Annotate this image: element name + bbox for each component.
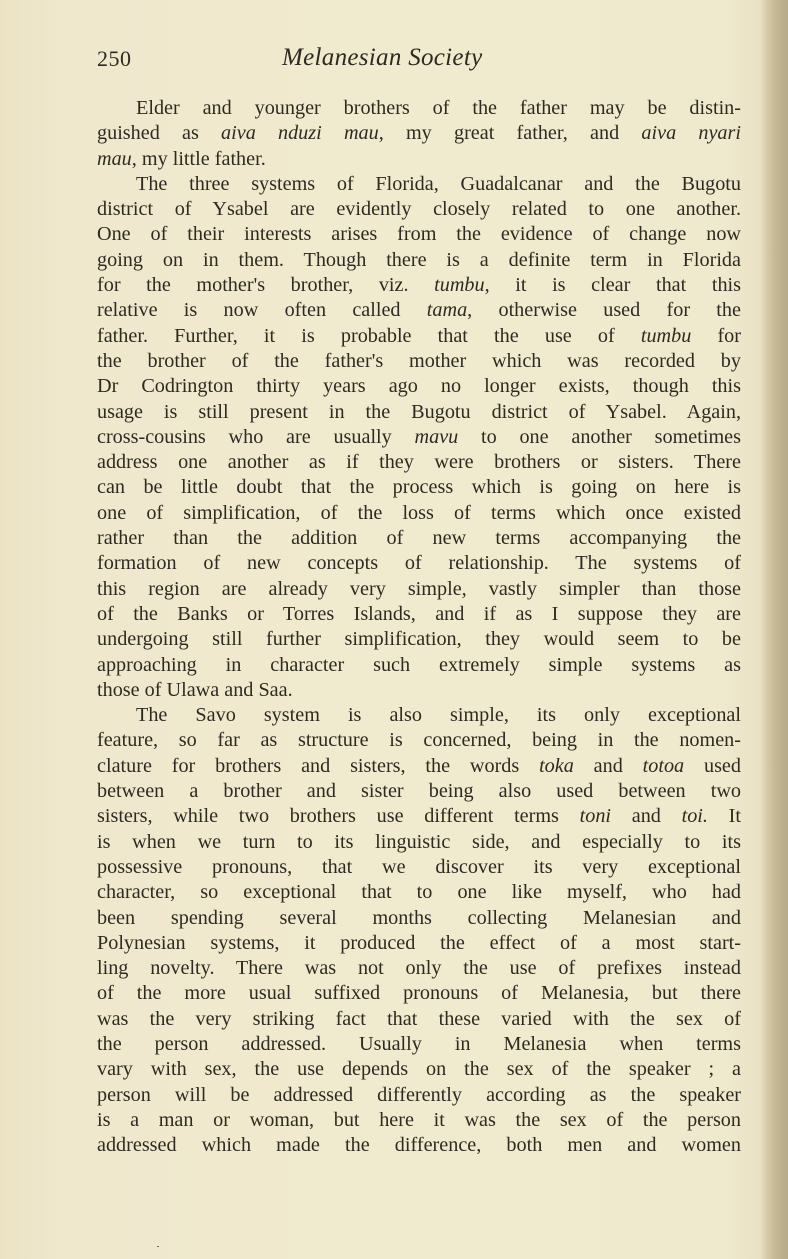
text-line bbox=[97, 931, 741, 956]
text-line bbox=[97, 147, 741, 172]
text-line bbox=[97, 526, 741, 551]
text-line bbox=[97, 804, 741, 829]
page-number: 250 bbox=[97, 46, 132, 71]
text-segment: , my great father, and bbox=[378, 122, 642, 145]
text-segment: and bbox=[611, 805, 682, 828]
text-line bbox=[97, 298, 741, 323]
text-line bbox=[97, 349, 741, 374]
body-text bbox=[97, 96, 741, 1158]
text-segment: It bbox=[707, 805, 741, 828]
text-segment: used bbox=[684, 754, 741, 777]
text-line bbox=[97, 981, 741, 1006]
text-segment: approaching in character such extremely simple systems as bbox=[97, 653, 741, 676]
text-line bbox=[97, 197, 741, 222]
text-segment: person will be addressed differently according as the speaker bbox=[97, 1083, 741, 1106]
text-segment: the person addressed. Usually in Melanesia when terms bbox=[97, 1032, 741, 1055]
text-line bbox=[97, 577, 741, 602]
text-segment: can be little doubt that the process which is going on here is bbox=[97, 476, 741, 499]
paragraph bbox=[97, 172, 741, 703]
text-line bbox=[97, 450, 741, 475]
running-title: Melanesian Society bbox=[282, 44, 483, 71]
text-line bbox=[97, 880, 741, 905]
text-segment: is when we turn to its linguistic side, and especially to its bbox=[97, 830, 741, 853]
text-segment: sisters, while two brothers use different terms bbox=[97, 805, 580, 828]
text-line bbox=[97, 248, 741, 273]
text-line bbox=[97, 222, 741, 247]
text-segment: formation of new concepts of relationship. The systems of bbox=[97, 552, 741, 575]
text-segment: is a man or woman, but here it was the sex of the person bbox=[97, 1108, 741, 1131]
text-segment: of the more usual suffixed pronouns of Melanesia, but there bbox=[97, 982, 741, 1005]
text-line bbox=[97, 1108, 741, 1133]
text-segment: usage is still present in the Bugotu district of Ysabel. Again, bbox=[97, 400, 741, 423]
text-segment: possessive pronouns, that we discover its very exceptional bbox=[97, 855, 741, 878]
italic-term: toi. bbox=[681, 805, 708, 828]
text-line bbox=[97, 121, 741, 146]
text-line bbox=[97, 1007, 741, 1032]
text-line bbox=[97, 627, 741, 652]
text-line bbox=[97, 678, 741, 703]
text-segment: father. Further, it is probable that the use of bbox=[97, 324, 641, 347]
text-line bbox=[97, 551, 741, 576]
text-line bbox=[97, 1057, 741, 1082]
text-segment: was the very striking fact that these varied with the sex of bbox=[97, 1007, 741, 1030]
text-segment: feature, so far as structure is concerned, being in the nomen- bbox=[97, 729, 741, 752]
paragraph bbox=[97, 96, 741, 172]
text-line bbox=[97, 602, 741, 627]
italic-term: toni bbox=[579, 805, 612, 828]
italic-term: tumbu bbox=[640, 324, 692, 347]
text-line bbox=[97, 653, 741, 678]
text-segment: and bbox=[573, 754, 643, 777]
text-line bbox=[97, 374, 741, 399]
text-segment: addressed which made the difference, both men and women bbox=[97, 1134, 741, 1157]
text-line bbox=[97, 1032, 741, 1057]
text-segment: of the Banks or Torres Islands, and if as I suppose they are bbox=[97, 602, 741, 625]
italic-term: tumbu bbox=[434, 274, 485, 297]
page-edge-shadow bbox=[766, 0, 788, 1259]
text-line bbox=[97, 1133, 741, 1158]
text-line bbox=[97, 273, 741, 298]
text-segment: cross-cousins who are usually bbox=[97, 425, 415, 448]
text-line bbox=[97, 1083, 741, 1108]
text-segment: relative is now often called bbox=[97, 299, 427, 322]
text-segment: address one another as if they were brothers or sisters. There bbox=[97, 451, 741, 474]
text-line bbox=[97, 400, 741, 425]
text-segment: , my little father. bbox=[131, 147, 266, 170]
text-segment: district of Ysabel are evidently closely related to one another. bbox=[97, 198, 741, 221]
text-line bbox=[97, 324, 741, 349]
text-segment: those of Ulawa and Saa. bbox=[97, 678, 293, 701]
text-segment: One of their interests arises from the evidence of change now bbox=[97, 223, 741, 246]
text-segment: , otherwise used for the bbox=[467, 299, 741, 322]
text-line bbox=[97, 906, 741, 931]
text-segment: guished as bbox=[97, 122, 222, 145]
italic-term: mau bbox=[97, 147, 132, 170]
text-segment: one of simplification, of the loss of terms which once existed bbox=[97, 501, 741, 524]
text-line bbox=[97, 425, 741, 450]
text-line bbox=[97, 830, 741, 855]
text-line bbox=[97, 855, 741, 880]
italic-term: tama bbox=[426, 299, 468, 322]
text-segment: Elder and younger brothers of the father may be distin- bbox=[136, 97, 741, 119]
italic-term: aiva nduzi mau bbox=[221, 122, 379, 145]
italic-term: totoa bbox=[642, 754, 685, 777]
text-segment: for bbox=[691, 324, 742, 347]
running-head bbox=[97, 44, 742, 74]
text-line bbox=[97, 172, 741, 197]
text-segment: for the mother's brother, viz. bbox=[97, 274, 435, 297]
text-segment: undergoing still further simplification, they would seem to be bbox=[97, 628, 741, 651]
text-segment: clature for brothers and sisters, the words bbox=[97, 754, 540, 777]
scan-artifact bbox=[157, 1246, 159, 1247]
text-segment: , it is clear that this bbox=[484, 274, 741, 297]
text-segment: character, so exceptional that to one like myself, who had bbox=[97, 881, 741, 904]
text-line bbox=[97, 501, 741, 526]
text-segment: The Savo system is also simple, its only exceptional bbox=[136, 704, 741, 727]
text-segment: Polynesian systems, it produced the effect of a most start- bbox=[97, 931, 741, 954]
italic-term: toka bbox=[539, 754, 574, 777]
text-segment: to one another sometimes bbox=[458, 425, 741, 448]
text-segment: between a brother and sister being also used between two bbox=[97, 780, 741, 803]
text-segment: Dr Codrington thirty years ago no longer exists, though this bbox=[97, 375, 741, 398]
text-line bbox=[97, 96, 741, 121]
text-line bbox=[97, 956, 741, 981]
text-segment: this region are already very simple, vastly simpler than those bbox=[97, 577, 741, 600]
text-segment: rather than the addition of new terms accompanying the bbox=[97, 527, 741, 550]
text-line bbox=[97, 703, 741, 728]
text-line bbox=[97, 475, 741, 500]
text-segment: been spending several months collecting Melanesian and bbox=[97, 906, 741, 929]
text-line bbox=[97, 754, 741, 779]
italic-term: mavu bbox=[414, 425, 459, 448]
text-segment: going on in them. Though there is a definite term in Florida bbox=[97, 248, 741, 271]
text-segment: the brother of the father's mother which was recorded by bbox=[97, 349, 741, 372]
text-segment: The three systems of Florida, Guadalcanar and the Bugotu bbox=[136, 172, 741, 195]
text-line bbox=[97, 779, 741, 804]
italic-term: aiva nyari bbox=[641, 122, 741, 145]
text-line bbox=[97, 728, 741, 753]
text-segment: ling novelty. There was not only the use of prefixes instead bbox=[97, 957, 741, 980]
text-segment: vary with sex, the use depends on the sex of the speaker ; a bbox=[97, 1058, 741, 1081]
paragraph bbox=[97, 703, 741, 1158]
